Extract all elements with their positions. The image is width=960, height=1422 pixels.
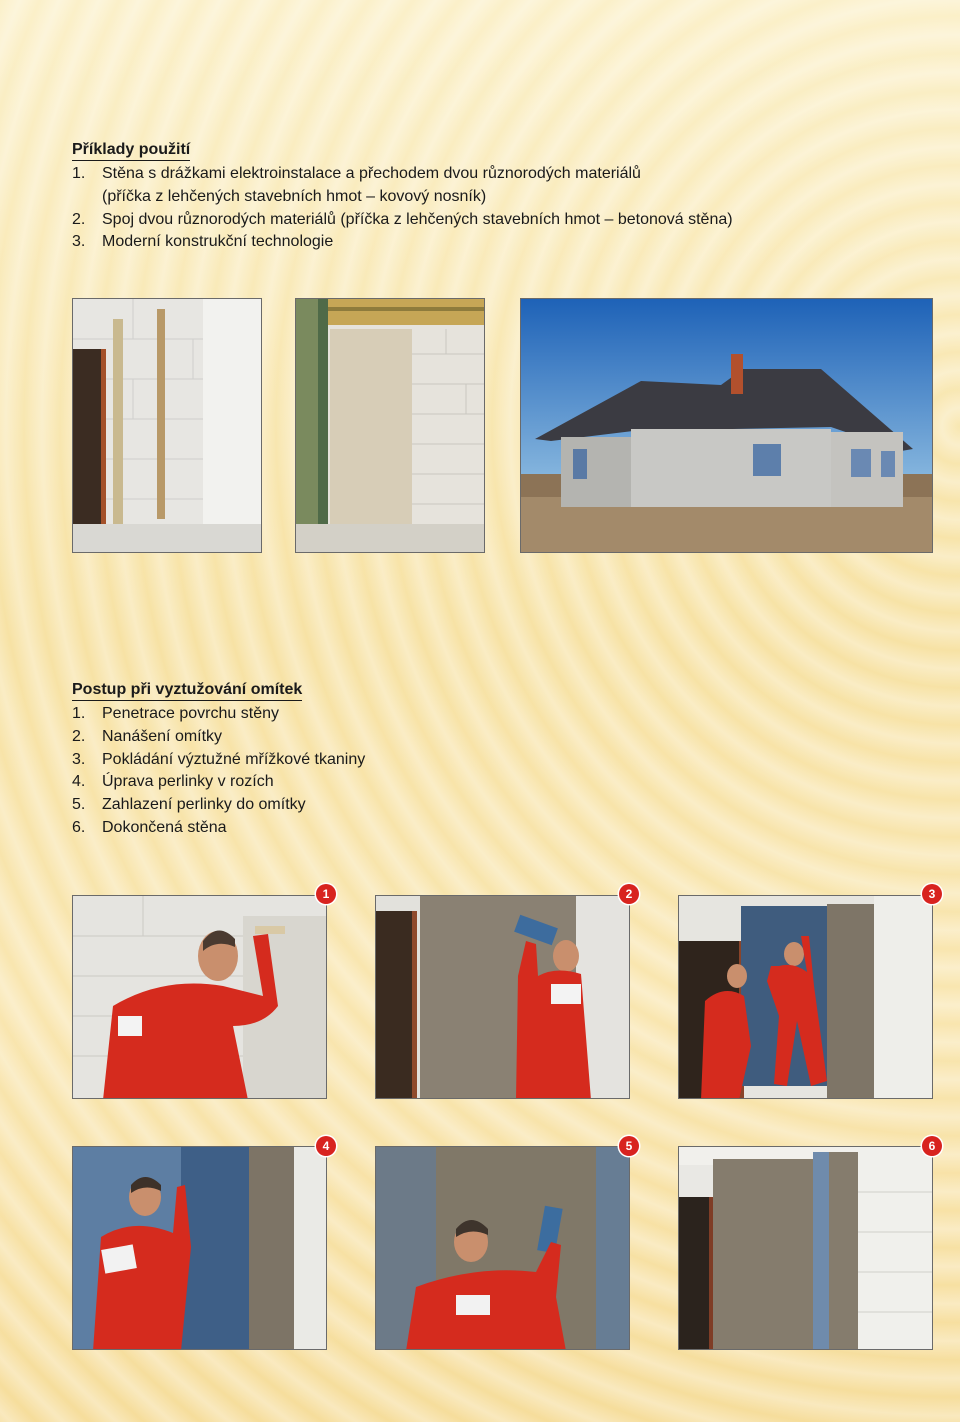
photo-example-2 <box>295 298 485 553</box>
list-item: 3. Pokládání výztužné mřížkové tkaniny <box>72 750 366 768</box>
photo-step-1 <box>72 895 327 1099</box>
photo-step-2 <box>375 895 630 1099</box>
step-badge-6: 6 <box>922 1136 942 1156</box>
photo-step-6 <box>678 1146 933 1350</box>
step-badge-1: 1 <box>316 884 336 904</box>
list-item: 1. Stěna s drážkami elektroinstalace a přechodem dvou různorodých materiálů (příčka z lehčených stavebních hmot – kovový nosník) <box>72 165 641 205</box>
procedure-list <box>72 703 365 840</box>
examples-list <box>72 163 733 254</box>
photo-example-1 <box>72 298 262 553</box>
step-badge-3: 3 <box>922 884 942 904</box>
photo-step-3 <box>678 895 933 1099</box>
list-item: 2. Spoj dvou různorodých materiálů (příčka z lehčených stavebních hmot – betonová stěna) <box>72 210 733 228</box>
photo-example-3 <box>520 298 933 553</box>
list-item: 5. Zahlazení perlinky do omítky <box>72 796 306 814</box>
photo-step-5 <box>375 1146 630 1350</box>
list-item: 3. Moderní konstrukční technologie <box>72 233 334 251</box>
examples-heading: Příklady použití <box>72 141 190 161</box>
photo-step-4 <box>72 1146 327 1350</box>
procedure-heading: Postup při vyztužování omítek <box>72 681 302 701</box>
step-badge-5: 5 <box>619 1136 639 1156</box>
list-item: 4. Úprava perlinky v rozích <box>72 773 274 791</box>
step-badge-4: 4 <box>316 1136 336 1156</box>
step-badge-2: 2 <box>619 884 639 904</box>
list-item: 1. Penetrace povrchu stěny <box>72 705 279 722</box>
list-item: 2. Nanášení omítky <box>72 727 223 745</box>
list-item: 6. Dokončená stěna <box>72 818 227 836</box>
